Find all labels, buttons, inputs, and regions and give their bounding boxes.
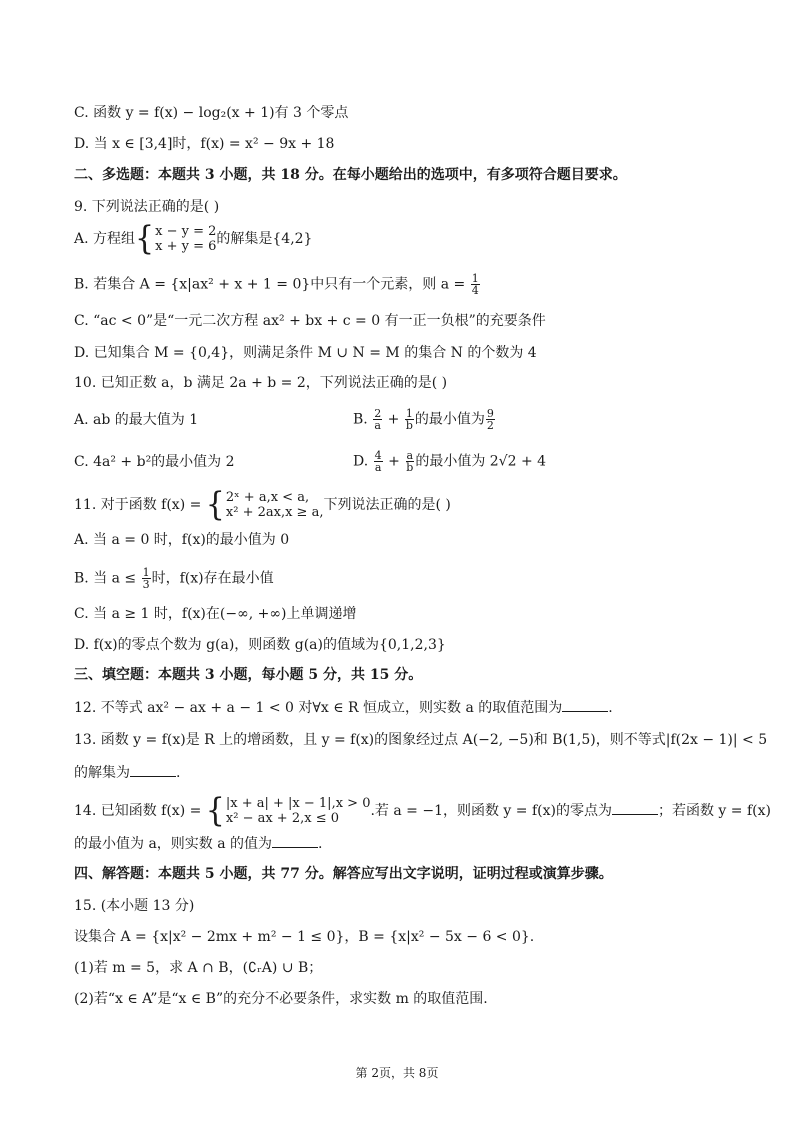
q10-b-pre: B.	[353, 411, 373, 428]
q10-d-frac1	[374, 450, 383, 473]
q10-d-frac2-num: a	[406, 449, 414, 462]
q11-stem-pre: 11. 对于函数 f(x) =	[74, 497, 206, 513]
q9-b-den: 4	[471, 284, 479, 297]
q10-b-frac3-den: 2	[486, 419, 494, 432]
q9-a-row1: x − y = 2	[155, 224, 217, 239]
q10-b-frac1	[373, 408, 382, 431]
q12-line	[74, 697, 613, 718]
q9-b-num: 1	[471, 272, 479, 285]
q11-b-pre: B. 当 a ≤	[74, 570, 141, 587]
section-heading-multiple-choice: 二、多选题：本题共 3 小题，共 18 分。在每小题给出的选项中，有多项符合题目要求。	[74, 167, 627, 183]
q10-option-d	[353, 450, 546, 473]
q10-b-frac2-num: 1	[405, 407, 413, 420]
q9-b-fraction	[471, 273, 480, 296]
q15-line1: 设集合 A = {x|x² − 2mx + m² − 1 ≤ 0}，B = {x|x² − 5x − 6 < 0}.	[74, 929, 535, 945]
q13-line2-post: .	[176, 765, 181, 781]
q14-line1	[74, 791, 771, 830]
q11-option-b	[74, 567, 274, 590]
section-heading-fill-blank: 三、填空题：本题共 3 小题，每小题 5 分，共 15 分。	[74, 667, 423, 683]
q11-piecewise: { 2ˣ + a,x < a, x² + 2ax,x ≥ a,	[205, 485, 324, 524]
q15-line3: (2)若“x ∈ A”是“x ∈ B”的充分不必要条件，求实数 m 的取值范围.	[74, 991, 488, 1007]
q9-option-a	[74, 219, 313, 258]
q11-stem-post: 下列说法正确的是( )	[323, 497, 451, 513]
q9-a-system: { x − y = 2 x + y = 6	[135, 219, 217, 258]
q13-answer-blank	[130, 762, 176, 777]
q10-d-frac1-den: a	[374, 461, 382, 474]
section-heading-solutions: 四、解答题：本题共 5 小题，共 77 分。解答应写出文字说明，证明过程或演算步骤。	[74, 866, 613, 882]
q11-option-a: A. 当 a = 0 时，f(x)的最小值为 0	[74, 532, 290, 548]
q9-option-d: D. 已知集合 M = {0,4}，则满足条件 M ∪ N = M 的集合 N 的个数为 4	[74, 345, 537, 361]
q11-stem	[74, 485, 451, 524]
q15-line2: (1)若 m = 5，求 A ∩ B，(∁ᵣA) ∪ B；	[74, 960, 323, 976]
q14-piecewise: { |x + a| + |x − 1|,x > 0 x² − ax + 2,x ≤ 0	[205, 791, 371, 830]
q14-answer-blank-1	[612, 800, 658, 815]
q12-pre: 12. 不等式 ax² − ax + a − 1 < 0 对∀x ∈ R 恒成立，则实数 a 的取值范围为	[74, 700, 563, 716]
page-footer: 第 2页，共 8页	[355, 1066, 439, 1080]
q10-option-b	[353, 408, 496, 431]
q12-post: .	[608, 700, 613, 716]
q9-a-pre: A. 方程组	[74, 231, 136, 247]
q12-answer-blank	[562, 697, 608, 712]
q11-row2: x² + 2ax,x ≥ a,	[225, 505, 324, 520]
q10-b-frac3	[486, 408, 495, 431]
q10-b-mid: 的最小值为	[414, 411, 485, 428]
q13-line1: 13. 函数 y = f(x)是 R 上的增函数，且 y = f(x)的图象经过点 A(−2, −5)和 B(1,5)，则不等式|f(2x − 1)| < 5	[74, 732, 768, 748]
q14-mid: .若 a = −1，则函数 y = f(x)的零点为	[370, 803, 612, 819]
q10-d-pre: D.	[353, 453, 373, 470]
q10-b-frac1-den: a	[374, 419, 381, 432]
q9-option-c: C. “ac < 0”是“一元二次方程 ax² + bx + c = 0 有一正一负根”的充要条件	[74, 313, 546, 329]
q9-a-post: 的解集是{4,2}	[216, 231, 313, 247]
q10-d-frac2-den: b	[406, 461, 414, 474]
q14-line2	[74, 833, 323, 854]
q10-stem: 10. 已知正数 a，b 满足 2a + b = 2，下列说法正确的是( )	[74, 375, 448, 391]
q11-b-num: 1	[142, 566, 150, 579]
q11-row1: 2ˣ + a,x < a,	[225, 490, 310, 505]
q14-pre: 14. 已知函数 f(x) =	[74, 803, 206, 819]
q14-post: ；若函数 y = f(x)	[657, 803, 771, 819]
q10-d-frac1-num: 4	[374, 449, 382, 462]
q13-line2	[74, 762, 180, 783]
q11-option-d: D. f(x)的零点个数为 g(a)，则函数 g(a)的值域为{0,1,2,3}	[74, 637, 446, 653]
q9-b-pre: B. 若集合 A = {x|ax² + x + 1 = 0}中只有一个元素，则 a =	[74, 276, 470, 293]
q14-line2-pre: 的最小值为 a，则实数 a 的值为	[74, 836, 273, 852]
q10-b-frac3-num: 9	[486, 407, 494, 420]
q10-option-a: A. ab 的最大值为 1	[74, 412, 199, 428]
q11-b-post: 时，f(x)存在最小值	[151, 570, 274, 587]
q14-answer-blank-2	[272, 833, 318, 848]
q11-b-fraction	[142, 567, 151, 590]
q14-row2: x² − ax + 2,x ≤ 0	[225, 811, 339, 826]
q13-line2-pre: 的解集为	[74, 765, 130, 781]
q9-option-b	[74, 273, 481, 296]
q14-row1: |x + a| + |x − 1|,x > 0	[225, 796, 371, 811]
q15-title: 15. (本小题 13 分)	[74, 898, 195, 914]
q10-d-post: 的最小值为 2√2 + 4	[415, 453, 547, 470]
q11-b-den: 3	[142, 578, 150, 591]
q10-d-plus: +	[383, 453, 405, 470]
q8-option-c: C. 函数 y = f(x) − log₂(x + 1)有 3 个零点	[74, 105, 349, 121]
q8-option-d: D. 当 x ∈ [3,4]时，f(x) = x² − 9x + 18	[74, 136, 335, 152]
q10-b-frac2	[405, 408, 414, 431]
q10-b-frac1-num: 2	[374, 407, 382, 420]
q9-a-row2: x + y = 6	[155, 239, 217, 254]
q9-stem: 9. 下列说法正确的是( )	[74, 199, 220, 215]
q11-option-c: C. 当 a ≥ 1 时，f(x)在(−∞, +∞)上单调递增	[74, 606, 357, 622]
q10-b-frac2-den: b	[405, 419, 413, 432]
q10-option-c: C. 4a² + b²的最小值为 2	[74, 454, 235, 470]
q10-b-plus: +	[383, 411, 404, 428]
q10-d-frac2	[405, 450, 414, 473]
q14-line2-post: .	[318, 836, 323, 852]
